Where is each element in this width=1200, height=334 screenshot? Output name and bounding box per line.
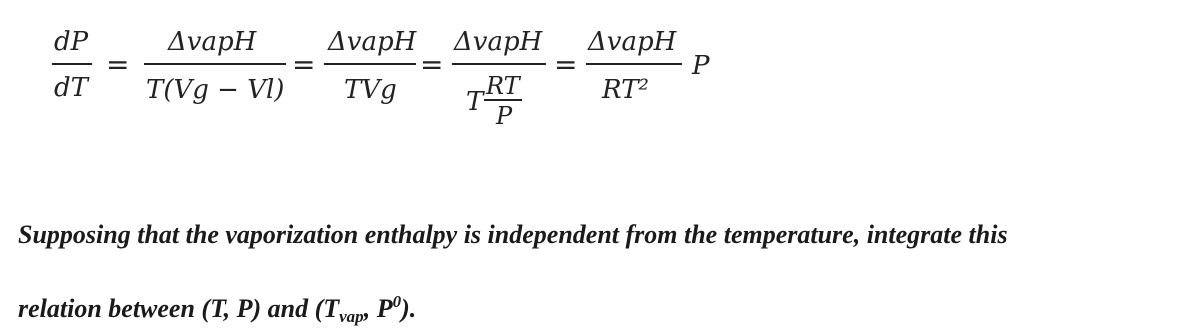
fraction-4-denominator: RT² [602, 75, 649, 105]
equals-sign-1: = [106, 48, 130, 81]
fraction-2-numerator: ΔvapH [328, 27, 417, 57]
line2-prefix: relation between (T, P) and (T [18, 294, 340, 323]
fraction-3-numerator: ΔvapH [454, 27, 543, 57]
fraction-1-numerator: ΔvapH [168, 27, 257, 57]
zero-superscript: 0 [392, 292, 402, 311]
dT-denominator: dT [54, 73, 88, 103]
dP-numerator: dP [54, 27, 89, 57]
fraction-2-denominator: TVg [344, 75, 397, 105]
vap-subscript: vap [339, 307, 364, 326]
equals-sign-4: = [554, 48, 578, 81]
equals-sign-3: = [420, 48, 444, 81]
fraction-1-denominator: T(Vg − Vl) [146, 75, 285, 105]
fraction-3-denominator-T: T [466, 87, 484, 117]
line2-suffix: ). [401, 294, 417, 323]
instruction-line-1: Supposing that the vaporization enthalpy is independent from the temperature, integrate this [18, 220, 1008, 249]
line2-middle: , P [363, 294, 393, 323]
trailing-P: P [692, 51, 710, 81]
equation-svg [40, 14, 760, 144]
clausius-clapeyron-equation [40, 14, 760, 144]
instruction-line-2 [18, 292, 416, 327]
fraction-3-inner-numerator: RT [486, 72, 520, 100]
fraction-4-numerator: ΔvapH [588, 27, 677, 57]
fraction-3-inner-denominator: P [496, 102, 513, 130]
equals-sign-2: = [292, 48, 316, 81]
